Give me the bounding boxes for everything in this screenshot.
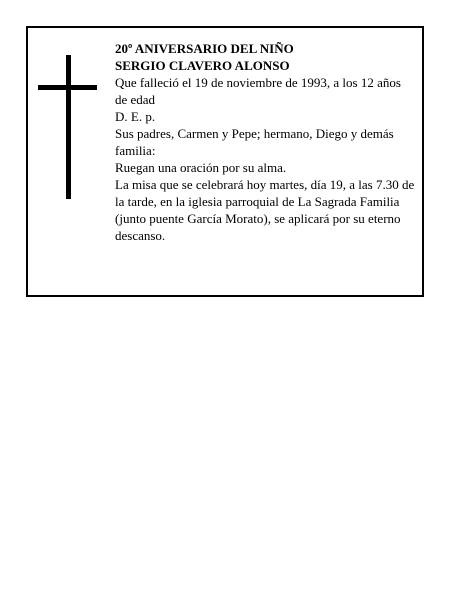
notice-text	[115, 40, 415, 244]
cross-vertical-bar	[66, 55, 71, 199]
notice-prayer-request: Ruegan una oración por su alma.	[115, 160, 287, 175]
latin-cross-icon	[38, 55, 98, 199]
obituary-notice	[26, 26, 424, 297]
notice-mass-details: La misa que se celebrará hoy martes, día 19, a las 7.30 de la tarde, en la iglesia parroquial de La Sagrada Familia (junto puente García Morato), se aplicará por su eterno descanso.	[115, 177, 415, 243]
notice-title-line-2: SERGIO CLAVERO ALONSO	[115, 58, 290, 73]
notice-death-date: Que falleció el 19 de noviembre de 1993, a los 12 años de edad	[115, 75, 401, 107]
notice-dep: D. E. p.	[115, 109, 156, 124]
notice-family: Sus padres, Carmen y Pepe; hermano, Diego y demás familia:	[115, 126, 394, 158]
cross-horizontal-bar	[38, 85, 97, 90]
notice-title-line-1: 20º ANIVERSARIO DEL NIÑO	[115, 41, 294, 56]
